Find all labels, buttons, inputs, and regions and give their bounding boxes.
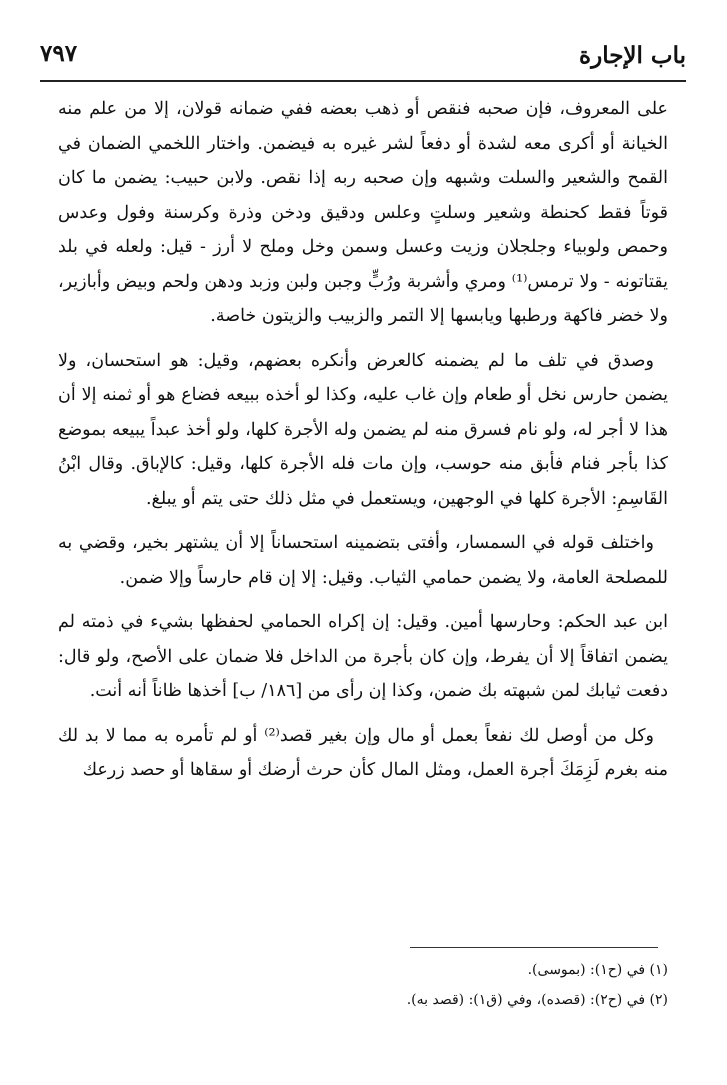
footnote: (٢) في (ح٢): (قصده)، وفي (ق١): (قصد به).: [406, 992, 668, 1008]
paragraph: واختلف قوله في السمسار، وأفتى بتضمينه استحساناً إلا أن يشتهر بخير، وقضي به للمصلحة العامة، ولا يضمن حمامي الثياب. وقيل: إلا إن قام حارساً وإلا ضمن.: [58, 533, 668, 588]
page-number: ٧٩٧: [40, 40, 78, 67]
body-text: [58, 92, 668, 798]
paragraph: وكل من أوصل لك نفعاً بعمل أو مال وإن بغير قصد⁽²⁾ أو لم تأمره به مما لا بد لك منه بغرم لَزِمَكَ أجرة العمل، ومثل المال كأن حرث أرضك أو سقاها أو حصد زرعك: [58, 725, 668, 780]
chapter-title: باب الإجارة: [579, 42, 686, 69]
paragraph: ابن عبد الحكم: وحارسها أمين. وقيل: إن إكراه الحمامي لحفظها بشيء في ذمته لم يضمن اتفاقاً إلا أن يفرط، وإن كان بأجرة من الداخل فلا ضمان على الأصح، ولو قال: دفعت ثيابك لمن شبهته بك ضمن، وكذا إن رأى من [١٨٦/ ب] أخذها ظاناً أنه أنت.: [58, 612, 668, 701]
paragraph: على المعروف، فإن صحبه فنقص أو ذهب بعضه ففي ضمانه قولان، إلا من علم منه الخيانة أو أكرى معه لشدة أو دفعاً لشر غيره به فيضمن. واختار اللخمي الضمان في القمح والشعير والسلت وشبهه وإن صحبه ربه إذا نقص. ولابن حبيب: يضمن ما كان قوتاً فقط كحنطة وشعير وسلتٍ وعلس ودقيق ودخن وذرة وكرسنة وفول وعدس وحمص ولوبياء وجلجلان وزيت وعسل وسمن وخل وملح لا أرز - قيل: ولعله في بلد يقتاتونه - ولا ترمس⁽¹⁾ ومري وأشربة ورُبٍّ وجبن ولبن وزبد ودهن ولحم وبيض وأبازير، ولا خضر فاكهة ورطبها ويابسها إلا التمر والزبيب والزيتون خاصة.: [58, 99, 668, 326]
page-header: [40, 38, 686, 78]
footnote-divider: [410, 947, 658, 948]
paragraph: وصدق في تلف ما لم يضمنه كالعرض وأنكره بعضهم، وقيل: هو استحسان، ولا يضمن حارس نخل أو طعام وإن غاب عليه، وكذا لو أخذه ببيعه فضاع هو أو ثمنه إلا أن هذا لا أجر له، ولو نام فسرق منه لم يضمن وله الأجرة كلها، ولو أخذ عبداً يبيعه بموضع كذا بأجر فنام فأبق منه حوسب، وإن مات فله الأجرة كلها، وقيل: كالإباق. وقال ابْنُ القَاسِمِ: الأجرة كلها في الوجهين، ويستعمل في مثل ذلك حتى يتم أو يبلغ.: [58, 350, 668, 509]
footnote: (١) في (ح١): (بموسى).: [527, 962, 668, 978]
footnotes: [58, 955, 668, 1015]
header-divider: [40, 80, 686, 82]
